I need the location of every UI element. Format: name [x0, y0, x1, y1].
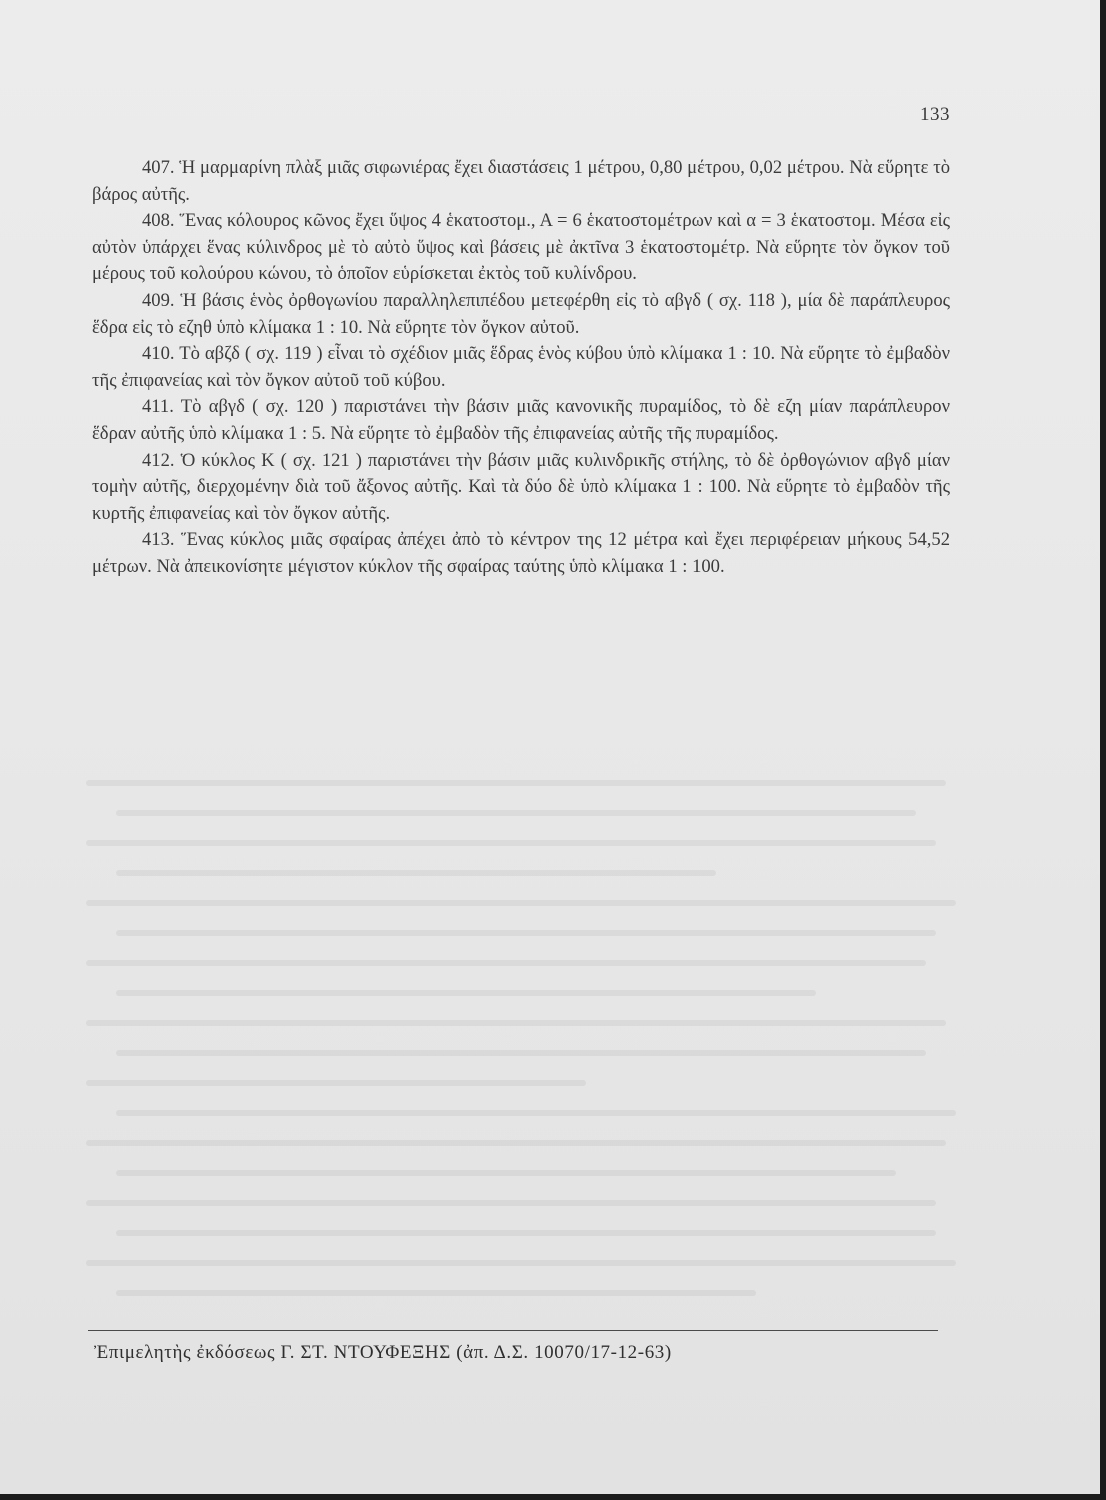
problem-407: 407. Ἡ μαρμαρίνη πλὰξ μιᾶς σιφωνιέρας ἔχει διαστάσεις 1 μέτρου, 0,80 μέτρου, 0,02 μέτρου. Νὰ εὕρητε τὸ βάρος αὐτῆς. [92, 157, 950, 205]
ghost-line [86, 1200, 936, 1206]
ghost-line [86, 960, 926, 966]
ghost-line [86, 1140, 946, 1146]
problems-list [92, 155, 950, 581]
ghost-line [86, 1080, 586, 1086]
ghost-line [116, 1290, 756, 1296]
publication-credit: Ἐπιμελητὴς ἐκδόσεως Γ. ΣΤ. ΝΤΟΥΦΕΞΗΣ (ἀπ. Δ.Σ. 10070/17-12-63) [94, 1342, 672, 1363]
ghost-line [86, 900, 956, 906]
ghost-line [116, 1230, 936, 1236]
ghost-line [116, 1110, 956, 1116]
ghost-line [116, 870, 716, 876]
ghost-line [86, 1020, 946, 1026]
problem-412: 412. Ὁ κύκλος Κ ( σχ. 121 ) παριστάνει τὴν βάσιν μιᾶς κυλινδρικῆς στήλης, τὸ δὲ ὀρθογώνιον αβγδ μίαν τομὴν αὐτῆς, διερχομένην διὰ τοῦ ἄξονος αὐτῆς. Καὶ τὰ δύο δὲ ὑπὸ κλίμακα 1 : 100. Νὰ εὕρητε τὸ ἐμβαδὸν τῆς κυρτῆς ἐπιφανείας καὶ τὸν ὄγκον αὐτῆς. [92, 449, 950, 524]
problem-413: 413. Ἕνας κύκλος μιᾶς σφαίρας ἀπέχει ἀπὸ τὸ κέντρον της 12 μέτρα καὶ ἔχει περιφέρειαν μήκους 54,52 μέτρων. Νὰ ἀπεικονίσητε μέγιστον κύκλον τῆς σφαίρας ταύτης ὑπὸ κλίμακα 1 : 100. [92, 529, 950, 577]
ghost-line [116, 810, 916, 816]
problem-410: 410. Τὸ αβζδ ( σχ. 119 ) εἶναι τὸ σχέδιον μιᾶς ἕδρας ἑνὸς κύβου ὑπὸ κλίμακα 1 : 10. Νὰ εὕρητε τὸ ἐμβαδὸν τῆς ἐπιφανείας καὶ τὸν ὄγκον αὐτοῦ τοῦ κύβου. [92, 343, 950, 391]
ghost-line [86, 780, 946, 786]
problem-409: 409. Ἡ βάσις ἑνὸς ὀρθογωνίου παραλληλεπιπέδου μετεφέρθη εἰς τὸ αβγδ ( σχ. 118 ), μία δὲ παράπλευρος ἕδρα εἰς τὸ εζηθ ὑπὸ κλίμακα 1 : 10. Νὰ εὕρητε τὸν ὄγκον αὐτοῦ. [92, 289, 950, 338]
ghost-line [116, 930, 936, 936]
ghost-line [86, 840, 936, 846]
footer-rule [88, 1330, 938, 1331]
problem-408: 408. Ἕνας κόλουρος κῶνος ἔχει ὕψος 4 ἑκατοστομ., Α = 6 ἑκατοστομέτρων καὶ α = 3 ἑκατοστομ. Μέσα εἰς αὐτὸν ὑπάρχει ἕνας κύλινδρος μὲ τὸ αὐτὸ ὕψος καὶ βάσεις μὲ ἀκτῖνα 3 ἑκατοστομέτρ. Νὰ εὕρητε τὸν ὄγκον τοῦ μέρους τοῦ κολούρου κώνου, τὸ ὁποῖον εὑρίσκεται ἐκτὸς τοῦ κυλίνδρου. [92, 210, 950, 285]
ghost-line [116, 990, 816, 996]
ghost-line [116, 1050, 926, 1056]
page-number: 133 [920, 104, 950, 125]
show-through-texture [86, 770, 966, 1330]
ghost-line [86, 1260, 956, 1266]
problem-411: 411. Τὸ αβγδ ( σχ. 120 ) παριστάνει τὴν βάσιν μιᾶς κανονικῆς πυραμίδος, τὸ δὲ εζη μίαν παράπλευρον ἕδραν αὐτῆς ὑπὸ κλίμακα 1 : 5. Νὰ εὕρητε τὸ ἐμβαδὸν τῆς ἐπιφανείας αὐτῆς τῆς πυραμίδος. [92, 396, 950, 444]
ghost-line [116, 1170, 896, 1176]
